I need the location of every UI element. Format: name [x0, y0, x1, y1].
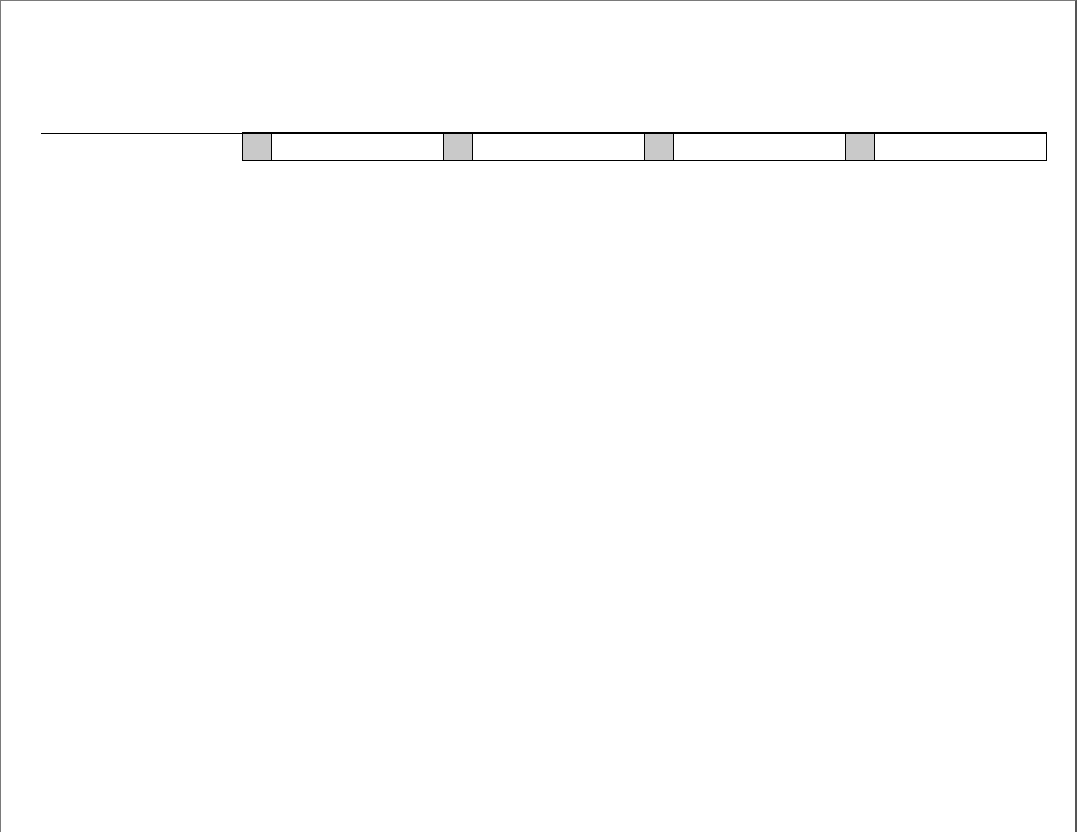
self-test-table: [41, 132, 1047, 161]
total-d-label: [874, 133, 1046, 161]
total-c-box[interactable]: [644, 133, 673, 161]
total-a-label: [271, 133, 443, 161]
total-a-box[interactable]: [242, 133, 271, 161]
totals-row: [41, 133, 1046, 161]
total-b-label: [472, 133, 644, 161]
total-c-label: [673, 133, 845, 161]
total-b-box[interactable]: [443, 133, 472, 161]
total-d-box[interactable]: [845, 133, 874, 161]
